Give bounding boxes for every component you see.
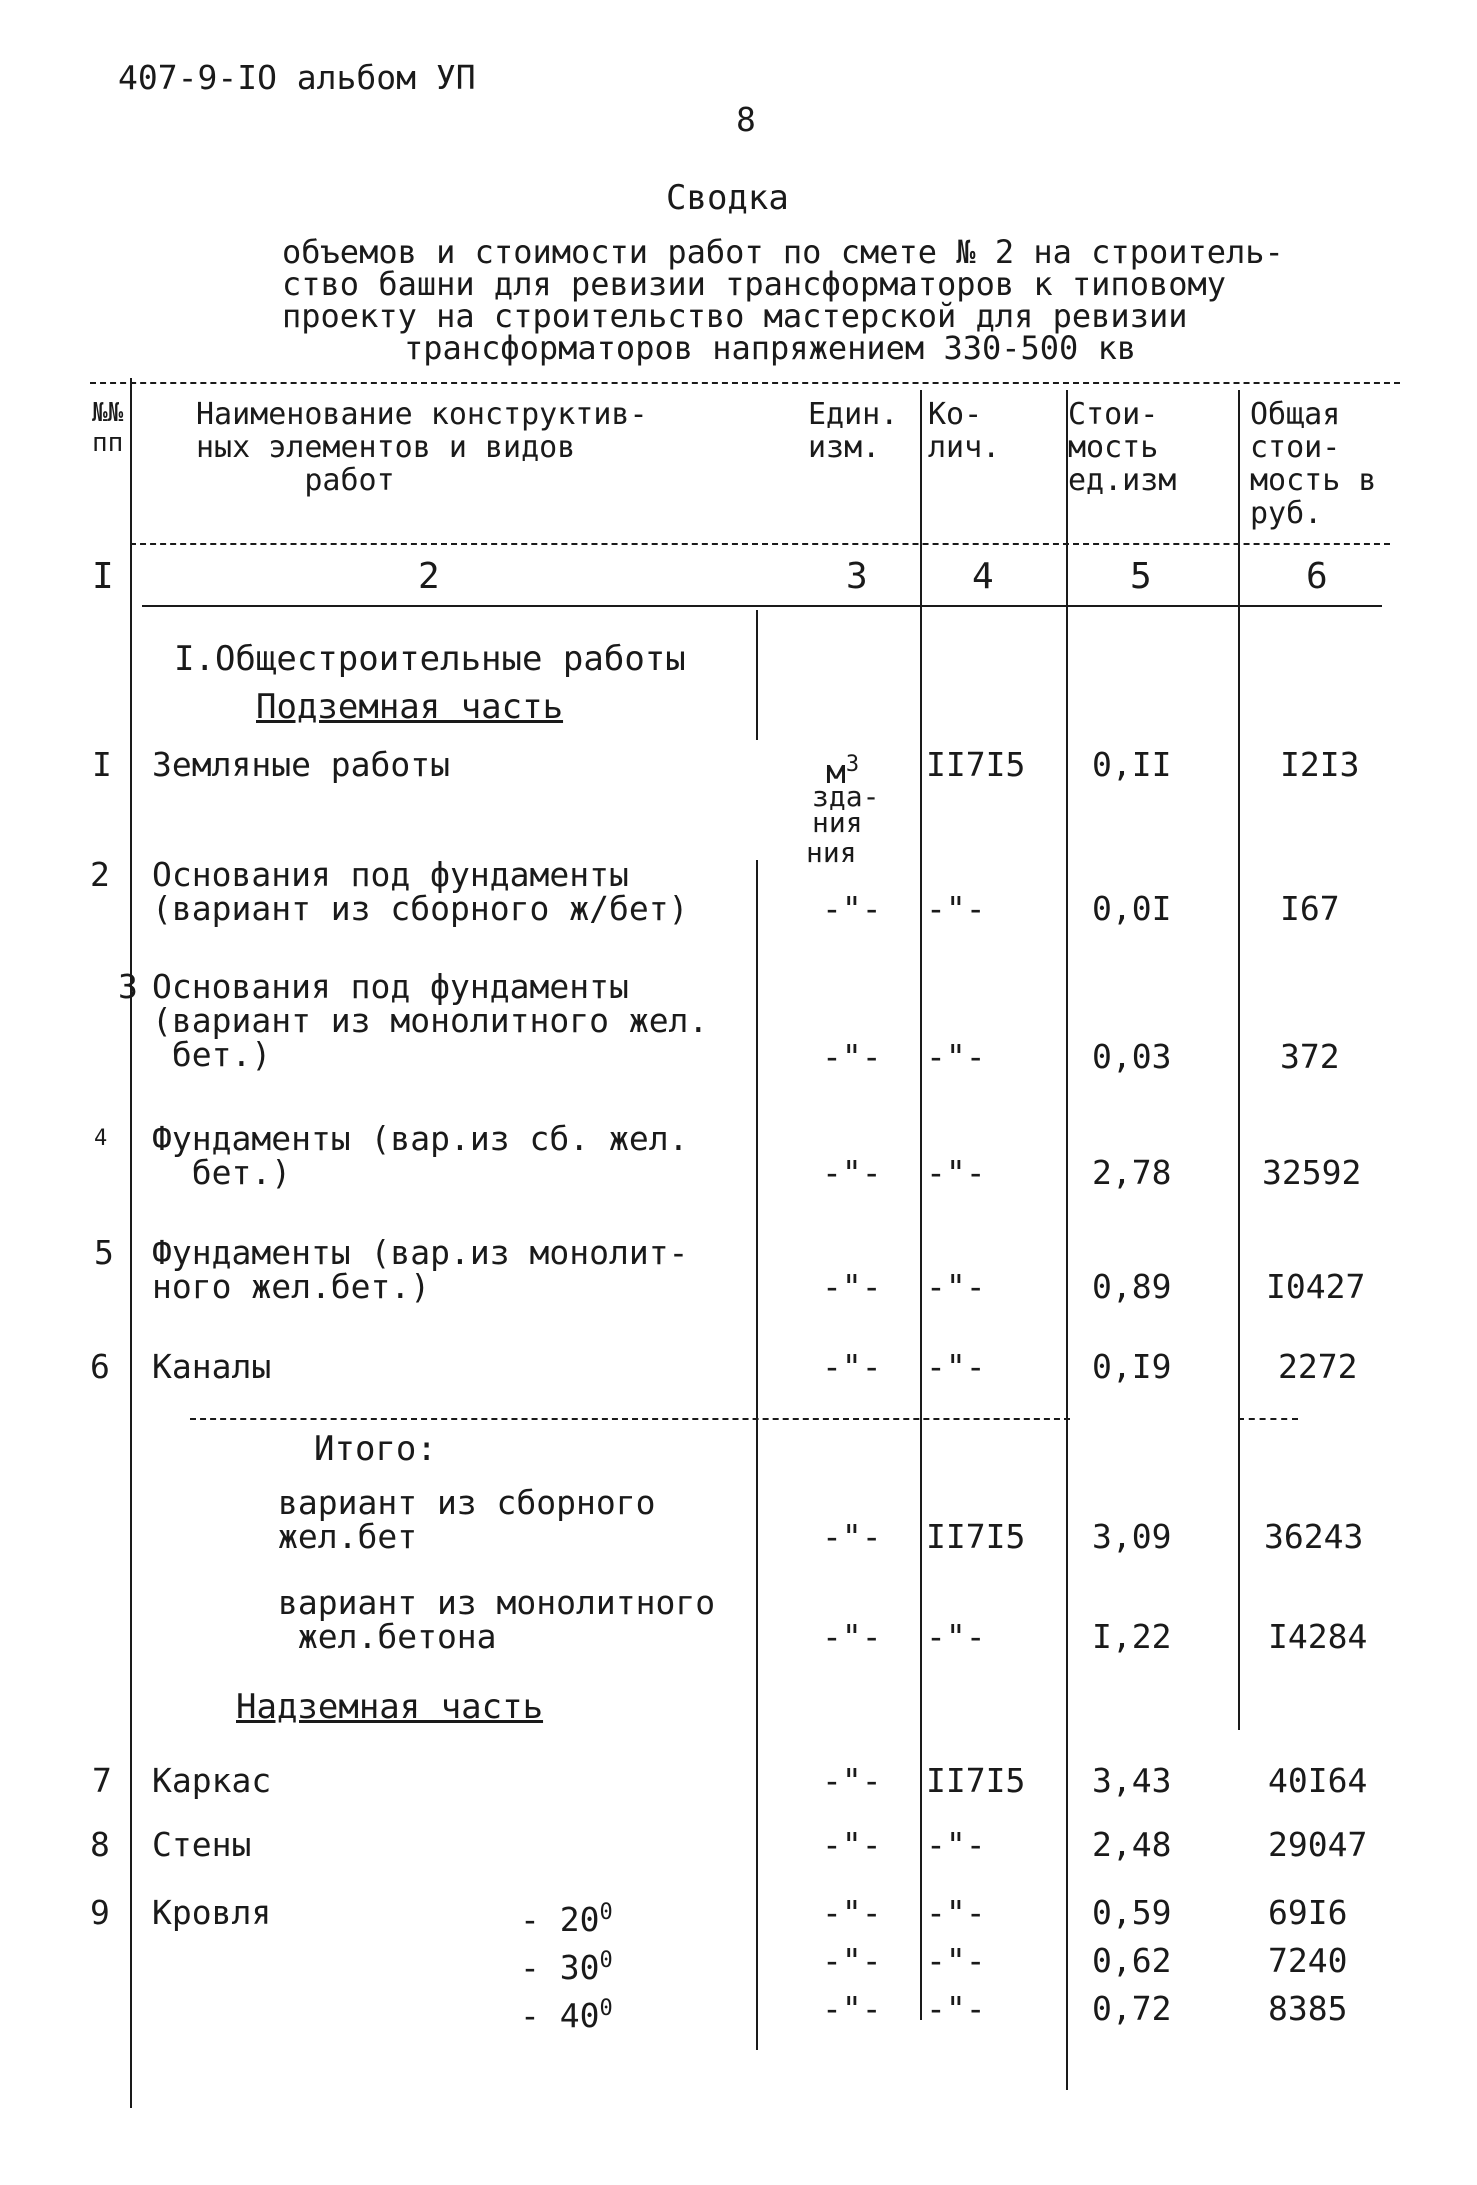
row-unit-extra: зда- ния (812, 780, 880, 839)
row-name: Земляные работы (152, 745, 451, 784)
row-unit-extra-2: ния (806, 836, 857, 869)
row-name: вариант из монолитного жел.бетона (278, 1583, 716, 1656)
row-unit: -"- (822, 1761, 882, 1800)
row-unit-cost: 0,II (1092, 745, 1172, 784)
row-number: 2 (90, 855, 110, 894)
row-name: Фундаменты (вар.из монолит- ного жел.бет.) (152, 1233, 689, 1306)
col-number-5: 5 (1130, 556, 1152, 597)
row-quantity: -"- (926, 889, 986, 928)
row-unit-cost: 0,03 (1092, 1037, 1172, 1076)
row-unit: -"- (822, 1989, 882, 2028)
row-total: I67 (1280, 889, 1340, 928)
row-total: 372 (1280, 1037, 1340, 1076)
row-unit: -"- (822, 889, 882, 928)
row-name: Основания под фундаменты (вариант из монолитного жел. бет.) (152, 967, 709, 1074)
row-total: 7240 (1268, 1941, 1348, 1980)
row-total: I4284 (1268, 1617, 1368, 1656)
header-name: Наименование конструктив- ных элементов и видов работ (196, 397, 648, 498)
row-unit: -"- (822, 1517, 882, 1556)
row-total: 2272 (1278, 1347, 1358, 1386)
row-number: 7 (92, 1761, 112, 1800)
row-quantity: II7I5 (926, 745, 1026, 784)
row-unit-cost: 3,43 (1092, 1761, 1172, 1800)
row-quantity: -"- (926, 1941, 986, 1980)
row-unit-cost: I,22 (1092, 1617, 1172, 1656)
row-number: 8 (90, 1825, 110, 1864)
subsection-aboveground: Надземная часть (236, 1687, 544, 1727)
header-quantity: Ко- лич. (928, 397, 1001, 465)
row-unit: -"- (822, 1617, 882, 1656)
row-unit-cost: 0,I9 (1092, 1347, 1172, 1386)
header-total-cost: Общая стои- мость в руб. (1250, 397, 1377, 531)
row-name: Кровля (152, 1893, 272, 1932)
page-title: Сводка (666, 178, 789, 218)
row-unit-cost: 2,78 (1092, 1153, 1172, 1192)
row-total: 29047 (1268, 1825, 1368, 1864)
row-unit-cost: 0,59 (1092, 1893, 1172, 1932)
row-unit-cost: 2,48 (1092, 1825, 1172, 1864)
col-number-2: 2 (418, 556, 440, 597)
row-name: Каркас (152, 1761, 272, 1800)
row-name: Каналы (152, 1347, 272, 1386)
page-number: 8 (736, 100, 756, 139)
document-code: 407-9-IO альбом УП (118, 58, 476, 97)
title-line-4: трансформаторов напряжением 330-500 кв (404, 329, 1137, 367)
row-unit-cost: 0,0I (1092, 889, 1172, 928)
row-quantity: -"- (926, 1153, 986, 1192)
header-number: №№ пп (92, 398, 124, 458)
itogo-label: Итого: (314, 1429, 437, 1469)
row-unit: -"- (822, 1893, 882, 1932)
col-number-3: 3 (846, 556, 868, 597)
header-unit: Един. изм. (808, 397, 899, 465)
row-name: Стены (152, 1825, 252, 1864)
row-unit-cost: 0,89 (1092, 1267, 1172, 1306)
row-total: 40I64 (1268, 1761, 1368, 1800)
row-number: 4 (94, 1126, 108, 1151)
row-number: 6 (90, 1347, 110, 1386)
row-number: 3 (118, 967, 138, 1006)
row-quantity: II7I5 (926, 1761, 1026, 1800)
row-total: I0427 (1266, 1267, 1366, 1306)
row-unit: -"- (822, 1037, 882, 1076)
row-quantity: II7I5 (926, 1517, 1026, 1556)
title-line-2: ство башни для ревизии трансформаторов к типовому (282, 265, 1227, 303)
section-title: I.Общестроительные работы (174, 639, 686, 679)
title-line-1: объемов и стоимости работ по смете № 2 на строитель- (282, 233, 1284, 271)
row-slope: - $20^0$ (520, 1900, 613, 1939)
col-number-4: 4 (972, 556, 994, 597)
row-unit: -"- (822, 1267, 882, 1306)
row-name: вариант из сборного жел.бет (278, 1483, 656, 1556)
col-number-1: I (92, 556, 114, 597)
row-quantity: -"- (926, 1893, 986, 1932)
header-unit-cost: Стои- мость ед.изм (1068, 397, 1177, 498)
row-quantity: -"- (926, 1347, 986, 1386)
row-unit-cost: 3,09 (1092, 1517, 1172, 1556)
row-quantity: -"- (926, 1989, 986, 2028)
row-unit-cost: 0,62 (1092, 1941, 1172, 1980)
row-number: I (92, 745, 112, 784)
row-quantity: -"- (926, 1617, 986, 1656)
row-quantity: -"- (926, 1037, 986, 1076)
title-line-3: проекту на строительство мастерской для ревизии (282, 297, 1188, 335)
row-total: 36243 (1264, 1517, 1364, 1556)
row-slope: - $30^0$ (520, 1948, 613, 1987)
row-total: I2I3 (1280, 745, 1360, 784)
row-slope: - $40^0$ (520, 1996, 613, 2035)
row-total: 69I6 (1268, 1893, 1348, 1932)
row-unit: $м^3$ (826, 752, 860, 791)
row-quantity: -"- (926, 1267, 986, 1306)
row-name: Основания под фундаменты (вариант из сборного ж/бет) (152, 855, 689, 928)
row-name: Фундаменты (вар.из сб. жел. бет.) (152, 1119, 689, 1192)
subsection-underground: Подземная часть (256, 687, 564, 727)
col-number-6: 6 (1306, 556, 1328, 597)
row-quantity: -"- (926, 1825, 986, 1864)
row-number: 5 (94, 1233, 114, 1272)
row-total: 8385 (1268, 1989, 1348, 2028)
row-unit: -"- (822, 1941, 882, 1980)
row-unit: -"- (822, 1825, 882, 1864)
row-unit: -"- (822, 1153, 882, 1192)
row-number: 9 (90, 1893, 110, 1932)
row-unit-cost: 0,72 (1092, 1989, 1172, 2028)
row-total: 32592 (1262, 1153, 1362, 1192)
row-unit: -"- (822, 1347, 882, 1386)
